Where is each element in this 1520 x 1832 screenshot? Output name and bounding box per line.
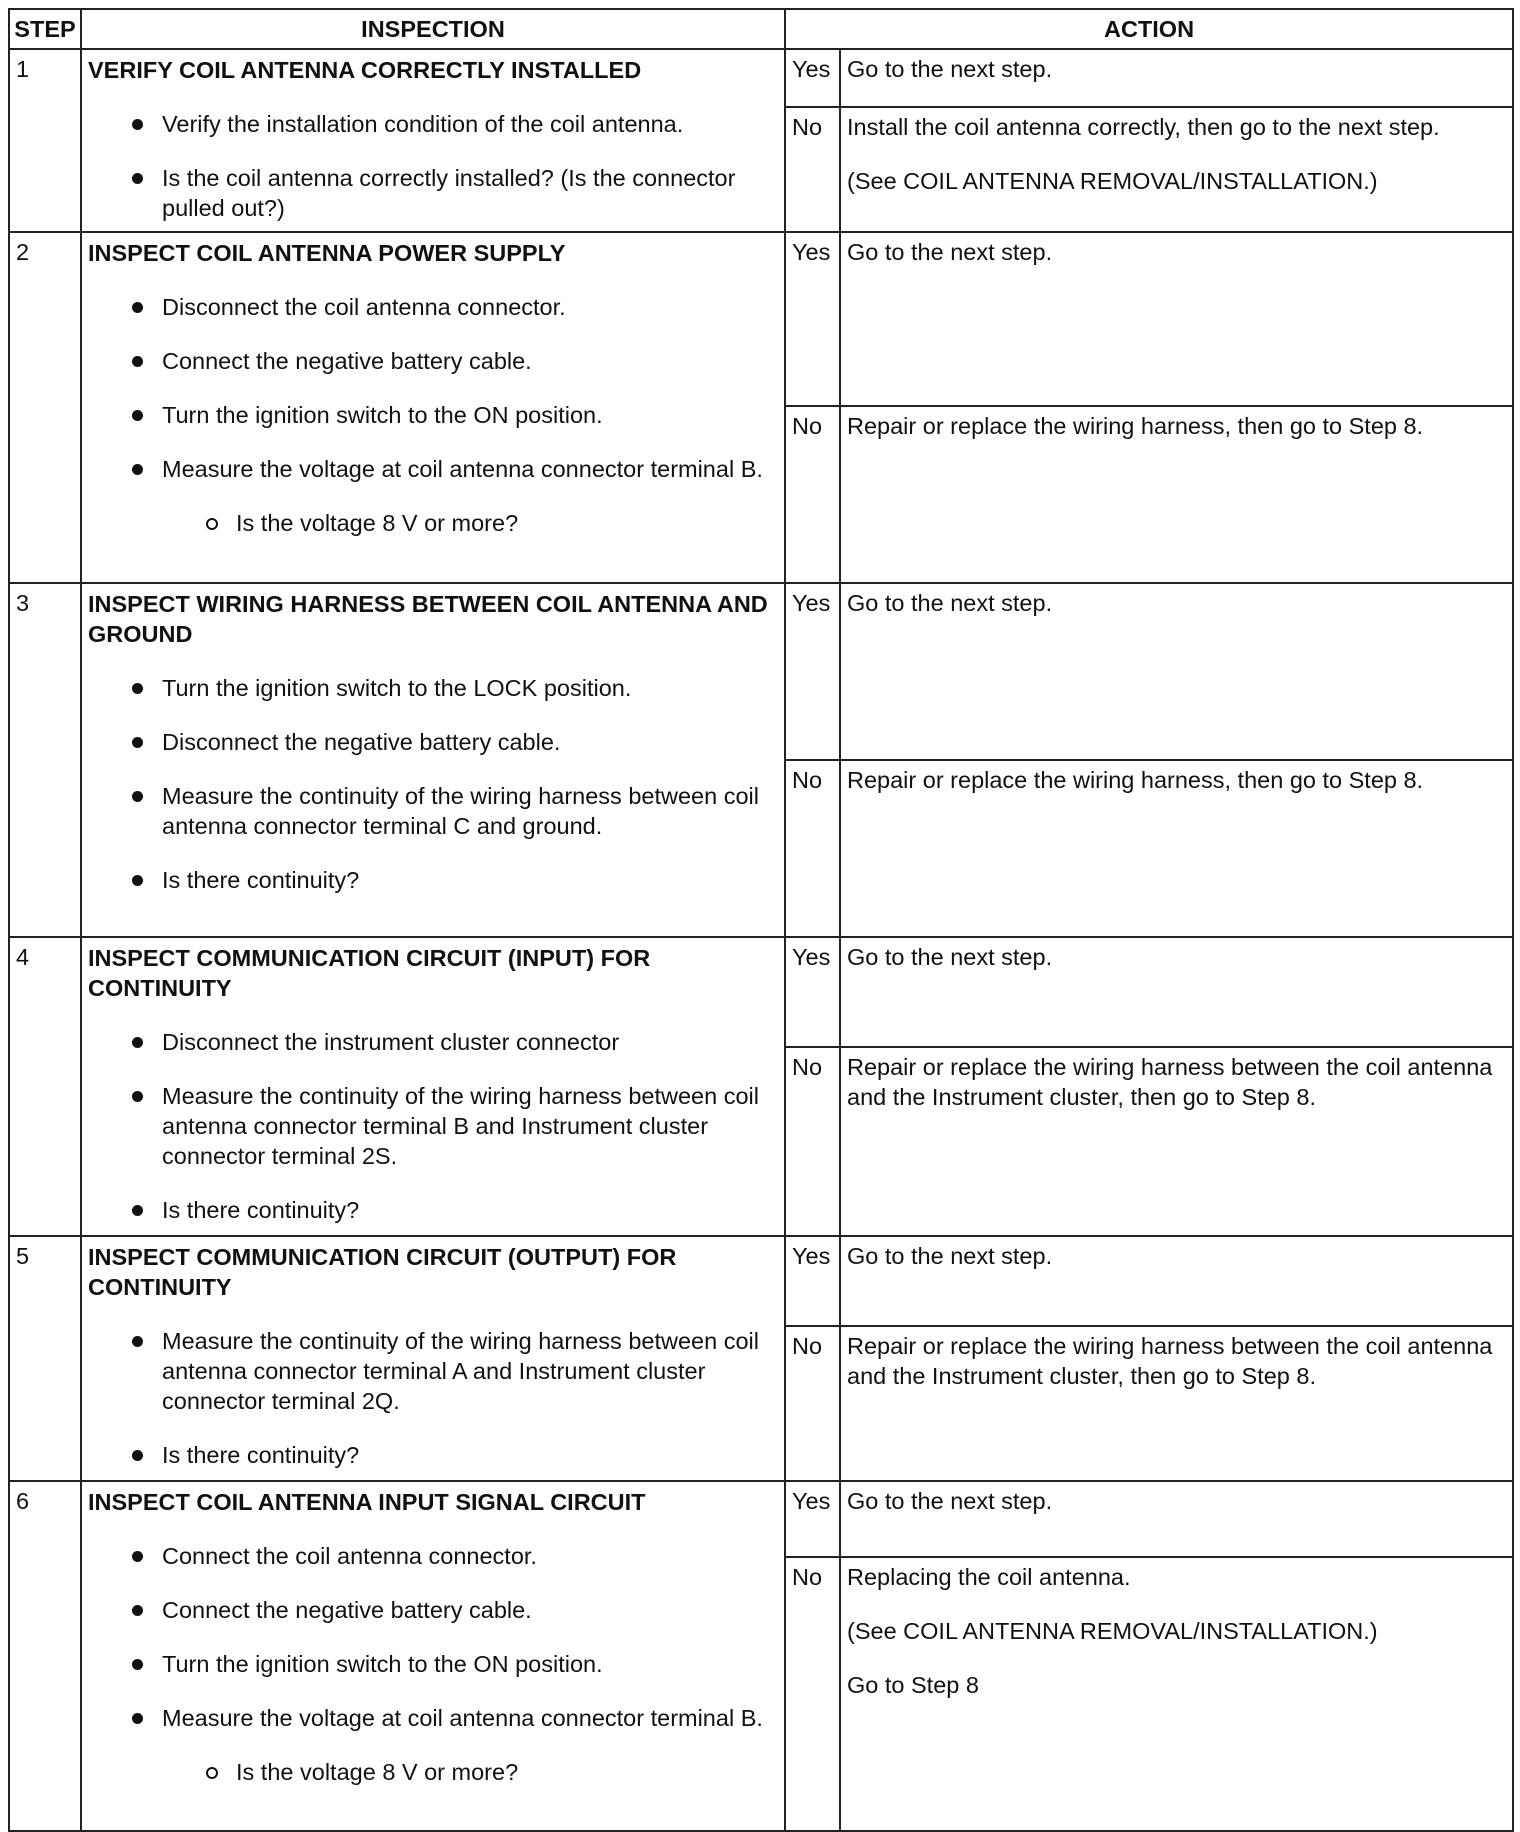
table-body	[9, 49, 1513, 1831]
bullet-item: Is there continuity?	[162, 1440, 778, 1470]
no-label: No	[785, 760, 840, 937]
yes-label: Yes	[785, 583, 840, 760]
yes-label: Yes	[785, 1236, 840, 1326]
header-step: STEP	[9, 9, 81, 49]
troubleshooting-table	[8, 8, 1514, 1832]
action-text: Go to the next step.	[847, 590, 1053, 616]
sub-bullet-item: Is the voltage 8 V or more?	[236, 508, 778, 538]
step-number: 2	[9, 232, 81, 583]
table-row	[9, 232, 1513, 406]
inspection-list	[88, 1027, 778, 1225]
inspection-cell	[81, 1236, 785, 1481]
step-number: 3	[9, 583, 81, 937]
step-title: INSPECT WIRING HARNESS BETWEEN COIL ANTENNA AND GROUND	[88, 591, 768, 647]
inspection-list	[88, 1541, 778, 1787]
header-inspection: INSPECTION	[81, 9, 785, 49]
bullet-item: Disconnect the instrument cluster connector	[162, 1027, 778, 1057]
bullet-item: Turn the ignition switch to the LOCK position.	[162, 673, 778, 703]
action-text: (See COIL ANTENNA REMOVAL/INSTALLATION.)	[847, 168, 1378, 194]
inspection-cell	[81, 937, 785, 1236]
yes-action	[840, 1481, 1513, 1557]
bullet-item: Connect the coil antenna connector.	[162, 1541, 778, 1571]
action-text: Go to Step 8	[847, 1672, 979, 1698]
action-text: Repair or replace the wiring harness, then go to Step 8.	[847, 767, 1424, 793]
bullet-item: Turn the ignition switch to the ON position.	[162, 1649, 778, 1679]
table-row	[9, 937, 1513, 1047]
inspection-cell	[81, 232, 785, 583]
bullet-item: Disconnect the coil antenna connector.	[162, 292, 778, 322]
inspection-cell	[81, 1481, 785, 1831]
yes-action	[840, 49, 1513, 107]
table-row	[9, 49, 1513, 107]
action-text: Go to the next step.	[847, 239, 1053, 265]
inspection-cell	[81, 49, 785, 232]
bullet-item: Is there continuity?	[162, 1195, 778, 1225]
yes-label: Yes	[785, 937, 840, 1047]
step-number: 1	[9, 49, 81, 232]
bullet-item: Measure the continuity of the wiring harness between coil antenna connector terminal B and Instrument cluster connector terminal 2S.	[162, 1081, 778, 1171]
header-action: ACTION	[785, 9, 1513, 49]
yes-action	[840, 232, 1513, 406]
step-title: INSPECT COIL ANTENNA POWER SUPPLY	[88, 240, 566, 266]
no-label: No	[785, 1557, 840, 1831]
action-text: Go to the next step.	[847, 944, 1053, 970]
inspection-cell	[81, 583, 785, 937]
yes-action	[840, 937, 1513, 1047]
bullet-item: Connect the negative battery cable.	[162, 1595, 778, 1625]
sub-bullet-item: Is the voltage 8 V or more?	[236, 1757, 778, 1787]
action-text: Go to the next step.	[847, 1488, 1053, 1514]
action-text: Repair or replace the wiring harness, then go to Step 8.	[847, 413, 1424, 439]
action-text: (See COIL ANTENNA REMOVAL/INSTALLATION.)	[847, 1618, 1378, 1644]
bullet-item: Measure the voltage at coil antenna connector terminal B.	[162, 1703, 778, 1733]
action-text: Repair or replace the wiring harness between the coil antenna and the Instrument cluster, then go to Step 8.	[847, 1333, 1493, 1389]
bullet-item: Measure the continuity of the wiring harness between coil antenna connector terminal A and Instrument cluster connector terminal 2Q.	[162, 1326, 778, 1416]
yes-label: Yes	[785, 49, 840, 107]
table-row	[9, 583, 1513, 760]
action-text: Go to the next step.	[847, 1243, 1053, 1269]
no-action	[840, 1047, 1513, 1236]
bullet-item: Verify the installation condition of the coil antenna.	[162, 109, 778, 139]
inspection-list	[88, 109, 778, 223]
action-text: Repair or replace the wiring harness between the coil antenna and the Instrument cluster, then go to Step 8.	[847, 1054, 1493, 1110]
yes-action	[840, 1236, 1513, 1326]
bullet-item: Connect the negative battery cable.	[162, 346, 778, 376]
no-action	[840, 1326, 1513, 1481]
no-action	[840, 760, 1513, 937]
bullet-item: Disconnect the negative battery cable.	[162, 727, 778, 757]
step-title: INSPECT COMMUNICATION CIRCUIT (OUTPUT) FOR CONTINUITY	[88, 1244, 677, 1300]
no-action	[840, 107, 1513, 232]
yes-action	[840, 583, 1513, 760]
step-number: 6	[9, 1481, 81, 1831]
inspection-list	[88, 1326, 778, 1470]
yes-label: Yes	[785, 232, 840, 406]
table-row	[9, 1236, 1513, 1326]
bullet-item: Is there continuity?	[162, 865, 778, 895]
table-row	[9, 1481, 1513, 1557]
inspection-list	[88, 673, 778, 895]
inspection-list	[88, 292, 778, 538]
no-label: No	[785, 1047, 840, 1236]
step-title: INSPECT COMMUNICATION CIRCUIT (INPUT) FOR CONTINUITY	[88, 945, 651, 1001]
no-label: No	[785, 406, 840, 583]
no-action	[840, 406, 1513, 583]
action-text: Go to the next step.	[847, 56, 1053, 82]
no-label: No	[785, 1326, 840, 1481]
action-text: Install the coil antenna correctly, then go to the next step.	[847, 114, 1440, 140]
no-action	[840, 1557, 1513, 1831]
action-text: Replacing the coil antenna.	[847, 1564, 1131, 1590]
step-number: 5	[9, 1236, 81, 1481]
bullet-item: Turn the ignition switch to the ON position.	[162, 400, 778, 430]
step-title: INSPECT COIL ANTENNA INPUT SIGNAL CIRCUIT	[88, 1489, 646, 1515]
yes-label: Yes	[785, 1481, 840, 1557]
bullet-item: Measure the voltage at coil antenna connector terminal B.	[162, 454, 778, 484]
bullet-item: Measure the continuity of the wiring harness between coil antenna connector terminal C and ground.	[162, 781, 778, 841]
step-number: 4	[9, 937, 81, 1236]
header-row	[9, 9, 1513, 49]
bullet-item: Is the coil antenna correctly installed? (Is the connector pulled out?)	[162, 163, 778, 223]
step-title: VERIFY COIL ANTENNA CORRECTLY INSTALLED	[88, 57, 642, 83]
no-label: No	[785, 107, 840, 232]
